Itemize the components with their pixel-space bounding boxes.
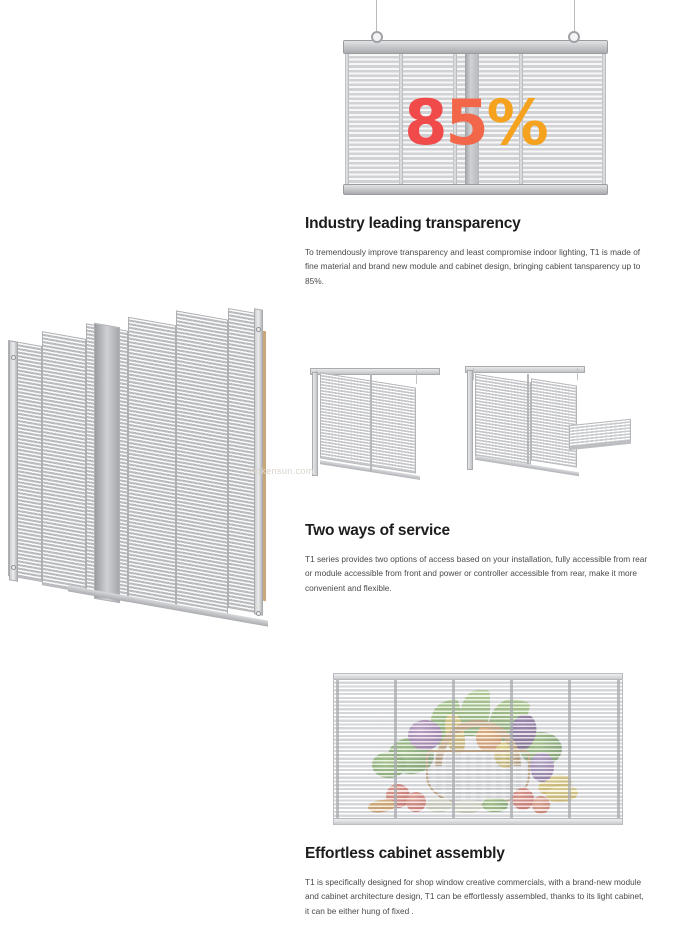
array-center-column [94, 323, 120, 604]
p4-post-2 [394, 680, 397, 818]
transparency-percentage-badge [343, 86, 608, 159]
section-assembly-text [305, 845, 655, 918]
watermark-text: ledkensun.com [248, 466, 314, 476]
array-bolt-2 [11, 565, 16, 570]
front-frame-left-post [467, 370, 473, 470]
array-slab-4 [128, 317, 176, 607]
cucumber-front [482, 798, 508, 812]
purple-cabbage [408, 720, 442, 750]
front-screen-mesh-right [531, 378, 577, 467]
broccoli-left-2 [372, 752, 406, 778]
section-service-text [305, 522, 655, 595]
section-transparency-text [305, 215, 655, 288]
rear-screen-mesh [320, 372, 416, 473]
front-screen-mesh-left [475, 374, 531, 467]
p4-post-4 [510, 680, 513, 818]
hanger-ring-right [568, 31, 580, 43]
array-slab-2 [42, 331, 86, 593]
screen-top-rail [343, 40, 608, 54]
hanger-ring-left [371, 31, 383, 43]
p4-bottom-rail [334, 818, 622, 824]
section-title-service: Two ways of service [305, 522, 450, 539]
vegetable-composition [334, 680, 622, 818]
array-post-right [254, 308, 263, 616]
tomato-2 [406, 792, 426, 812]
figure-service-diagrams [310, 360, 640, 500]
section-body-assembly: T1 is specifically designed for shop window creative commercials, with a brand-new module and cabinet architecture design, T1 can be effortlessly assembled, thanks to its light cabinet, it can be either hung of fixed . [305, 876, 644, 916]
p4-post-1 [336, 680, 339, 818]
badge-digit-1: 8 [404, 86, 446, 159]
p4-post-3 [452, 680, 455, 818]
badge-percent-symbol: % [486, 86, 547, 159]
diagram-rear-access [310, 368, 440, 488]
p4-post-5 [568, 680, 571, 818]
diagram-front-module-access [465, 366, 640, 492]
cauliflower-front [426, 798, 452, 812]
tomato-3 [512, 788, 534, 810]
array-bolt-3 [256, 327, 261, 332]
hanging-wire-left [376, 0, 377, 34]
rear-hanger-line-right [416, 370, 417, 384]
rear-frame-left-post [312, 372, 318, 476]
front-center-post [527, 374, 529, 468]
array-bolt-4 [256, 611, 261, 616]
carrot-front [367, 798, 396, 814]
grapes [530, 752, 554, 782]
figure-vegetable-screen [333, 673, 623, 825]
rear-center-post [370, 374, 372, 472]
array-bolt-1 [11, 355, 16, 360]
front-hanger-line-left [473, 368, 474, 380]
hanging-wire-right [574, 0, 575, 34]
screen-bottom-rail [343, 184, 608, 195]
section-title-assembly: Effortless cabinet assembly [305, 845, 505, 862]
section-title-transparency: Industry leading transparency [305, 215, 521, 232]
badge-digit-2: 5 [445, 86, 487, 159]
p4-post-6 [617, 680, 620, 818]
figure-transparency-screen [343, 40, 608, 195]
array-post-1 [9, 340, 18, 582]
front-hanger-line-right [577, 368, 578, 380]
front-frame-top-rail [465, 366, 585, 373]
section-body-transparency: To tremendously improve transparency and least compromise indoor lighting, T1 is made of fine material and brand new module and cabinet design, bringing cabient tansparency up to 85%. [305, 246, 641, 286]
section-body-service: T1 series provides two options of access based on your installation, fully accessible from rear or module accessible from front and power or controller accessible from rear, make it more convenient and flexible. [305, 553, 648, 593]
figure-screen-array [8, 315, 276, 645]
array-slab-5 [176, 310, 228, 615]
garlic-front [452, 800, 482, 813]
